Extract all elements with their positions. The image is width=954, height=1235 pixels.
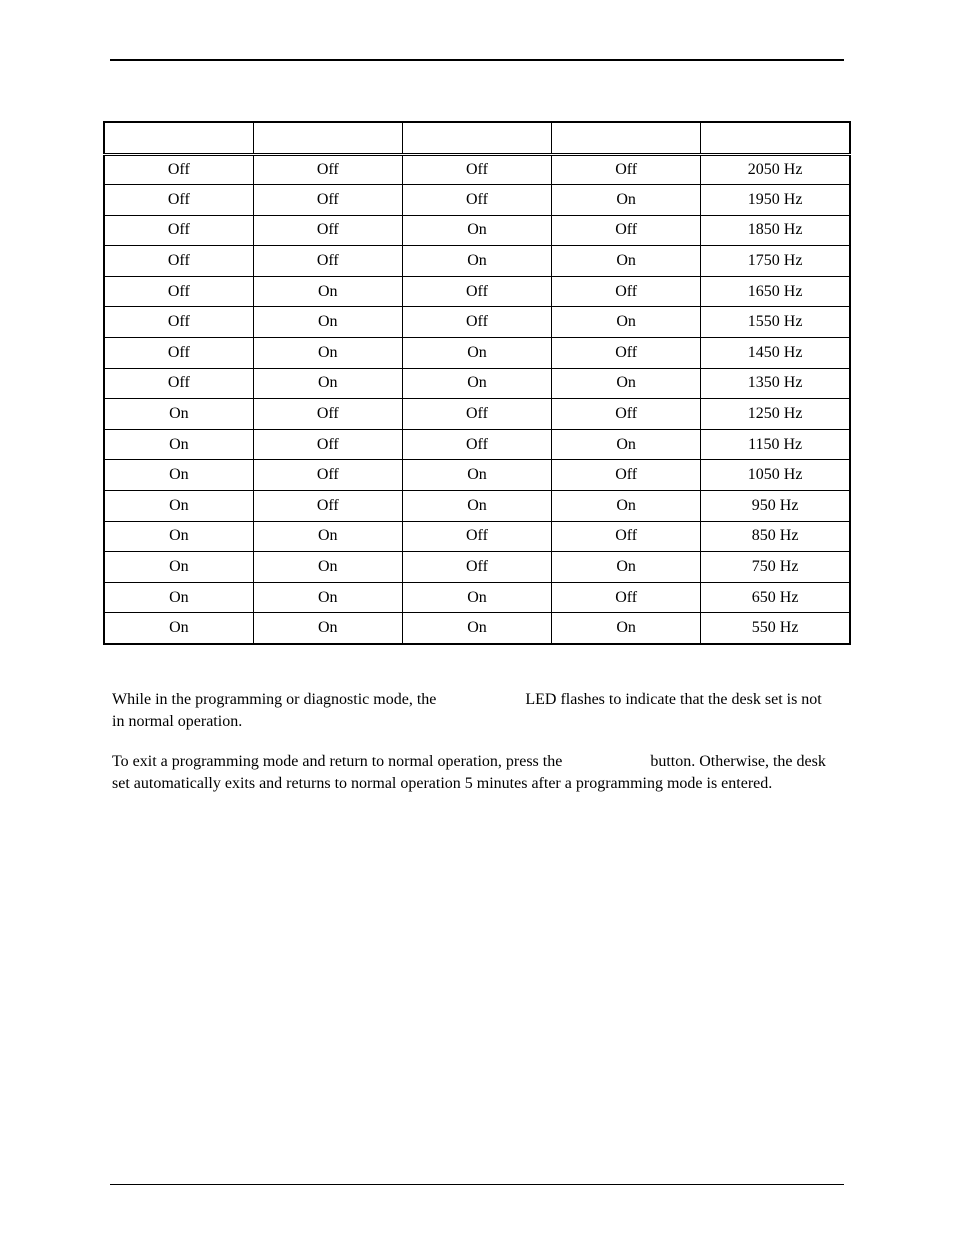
table-header-row	[104, 122, 850, 154]
table-cell: Off	[104, 368, 253, 399]
table-row	[104, 552, 850, 583]
table-cell: Off	[402, 185, 551, 216]
table-cell: 750 Hz	[701, 552, 850, 583]
table-cell: Off	[402, 521, 551, 552]
column-header	[402, 122, 551, 154]
column-header	[701, 122, 850, 154]
table-cell: On	[402, 491, 551, 522]
table-cell: On	[253, 582, 402, 613]
table-row	[104, 154, 850, 185]
table-cell: Off	[552, 276, 701, 307]
table-cell: On	[552, 307, 701, 338]
table-row	[104, 521, 850, 552]
table-cell: Off	[253, 215, 402, 246]
table-cell: 1250 Hz	[701, 399, 850, 430]
table-cell: On	[253, 276, 402, 307]
table-cell: On	[402, 215, 551, 246]
table-cell: Off	[104, 215, 253, 246]
table-cell: Off	[552, 215, 701, 246]
table-cell: On	[402, 338, 551, 369]
table-cell: On	[402, 460, 551, 491]
table-cell: Off	[104, 338, 253, 369]
table-cell: On	[104, 582, 253, 613]
column-header	[253, 122, 402, 154]
table-cell: Off	[402, 429, 551, 460]
table-cell: On	[552, 185, 701, 216]
table-cell: On	[402, 613, 551, 644]
table-cell: Off	[253, 399, 402, 430]
table-cell: On	[104, 399, 253, 430]
paragraph-text: While in the programming or diagnostic mode, the	[112, 691, 437, 708]
table-cell: On	[253, 368, 402, 399]
table-cell: On	[253, 521, 402, 552]
table-cell: Off	[253, 154, 402, 185]
table-cell: On	[552, 491, 701, 522]
table-cell: Off	[552, 154, 701, 185]
table-cell: Off	[253, 429, 402, 460]
table-cell: Off	[104, 185, 253, 216]
table-cell: Off	[402, 307, 551, 338]
table-cell: On	[104, 429, 253, 460]
table-cell: Off	[253, 491, 402, 522]
table-cell: Off	[104, 276, 253, 307]
table-cell: On	[552, 429, 701, 460]
table-cell: On	[104, 491, 253, 522]
table-cell: 650 Hz	[701, 582, 850, 613]
paragraph-text: To exit a programming mode and return to normal operation, press the	[112, 753, 563, 770]
paragraph-exit-info	[112, 751, 832, 795]
table-cell: Off	[402, 276, 551, 307]
table-cell: On	[253, 613, 402, 644]
table-row	[104, 246, 850, 277]
table-row	[104, 491, 850, 522]
table-row	[104, 399, 850, 430]
table-row	[104, 276, 850, 307]
table-row	[104, 338, 850, 369]
table-cell: On	[552, 552, 701, 583]
table-cell: Off	[253, 246, 402, 277]
table-cell: Off	[402, 154, 551, 185]
table-row	[104, 429, 850, 460]
table-cell: 550 Hz	[701, 613, 850, 644]
table-cell: On	[402, 246, 551, 277]
paragraph-led-info	[112, 689, 832, 733]
table-cell: Off	[552, 521, 701, 552]
paragraph-text: LED flashes to indicate that the desk set is not in normal operation.	[112, 691, 822, 730]
table-cell: On	[253, 307, 402, 338]
table-row	[104, 368, 850, 399]
table-cell: Off	[253, 185, 402, 216]
table-cell: 1850 Hz	[701, 215, 850, 246]
table-cell: 1950 Hz	[701, 185, 850, 216]
table-body	[104, 154, 850, 644]
table-cell: On	[552, 613, 701, 644]
paragraph-text: button. Otherwise, the desk set automatically exits and returns to normal operation 5 minutes after a programming mode is entered.	[112, 753, 826, 792]
table-cell: On	[253, 338, 402, 369]
table-cell: On	[253, 552, 402, 583]
frequency-table	[103, 121, 851, 645]
column-header	[104, 122, 253, 154]
table-cell: Off	[552, 399, 701, 430]
table-cell: 850 Hz	[701, 521, 850, 552]
header-rule	[110, 59, 844, 61]
table-row	[104, 582, 850, 613]
table-row	[104, 613, 850, 644]
table-cell: On	[402, 368, 551, 399]
table-cell: 1350 Hz	[701, 368, 850, 399]
table-cell: Off	[104, 307, 253, 338]
table-cell: On	[552, 368, 701, 399]
table-cell: On	[104, 460, 253, 491]
table-cell: 1450 Hz	[701, 338, 850, 369]
column-header	[552, 122, 701, 154]
table-cell: Off	[552, 338, 701, 369]
table-cell: On	[104, 613, 253, 644]
table-cell: 950 Hz	[701, 491, 850, 522]
table-cell: Off	[402, 399, 551, 430]
table-cell: 1050 Hz	[701, 460, 850, 491]
table-cell: 1750 Hz	[701, 246, 850, 277]
table-cell: On	[552, 246, 701, 277]
table-cell: 1650 Hz	[701, 276, 850, 307]
table-row	[104, 215, 850, 246]
table-cell: Off	[552, 582, 701, 613]
table-cell: Off	[402, 552, 551, 583]
table-cell: 2050 Hz	[701, 154, 850, 185]
footer-rule	[110, 1184, 844, 1185]
table-cell: On	[402, 582, 551, 613]
table-cell: 1150 Hz	[701, 429, 850, 460]
table-cell: 1550 Hz	[701, 307, 850, 338]
table-cell: Off	[104, 246, 253, 277]
table-cell: Off	[253, 460, 402, 491]
table-row	[104, 307, 850, 338]
table-cell: On	[104, 552, 253, 583]
table-cell: On	[104, 521, 253, 552]
table-row	[104, 185, 850, 216]
table-cell: Off	[104, 154, 253, 185]
table-row	[104, 460, 850, 491]
table-cell: Off	[552, 460, 701, 491]
